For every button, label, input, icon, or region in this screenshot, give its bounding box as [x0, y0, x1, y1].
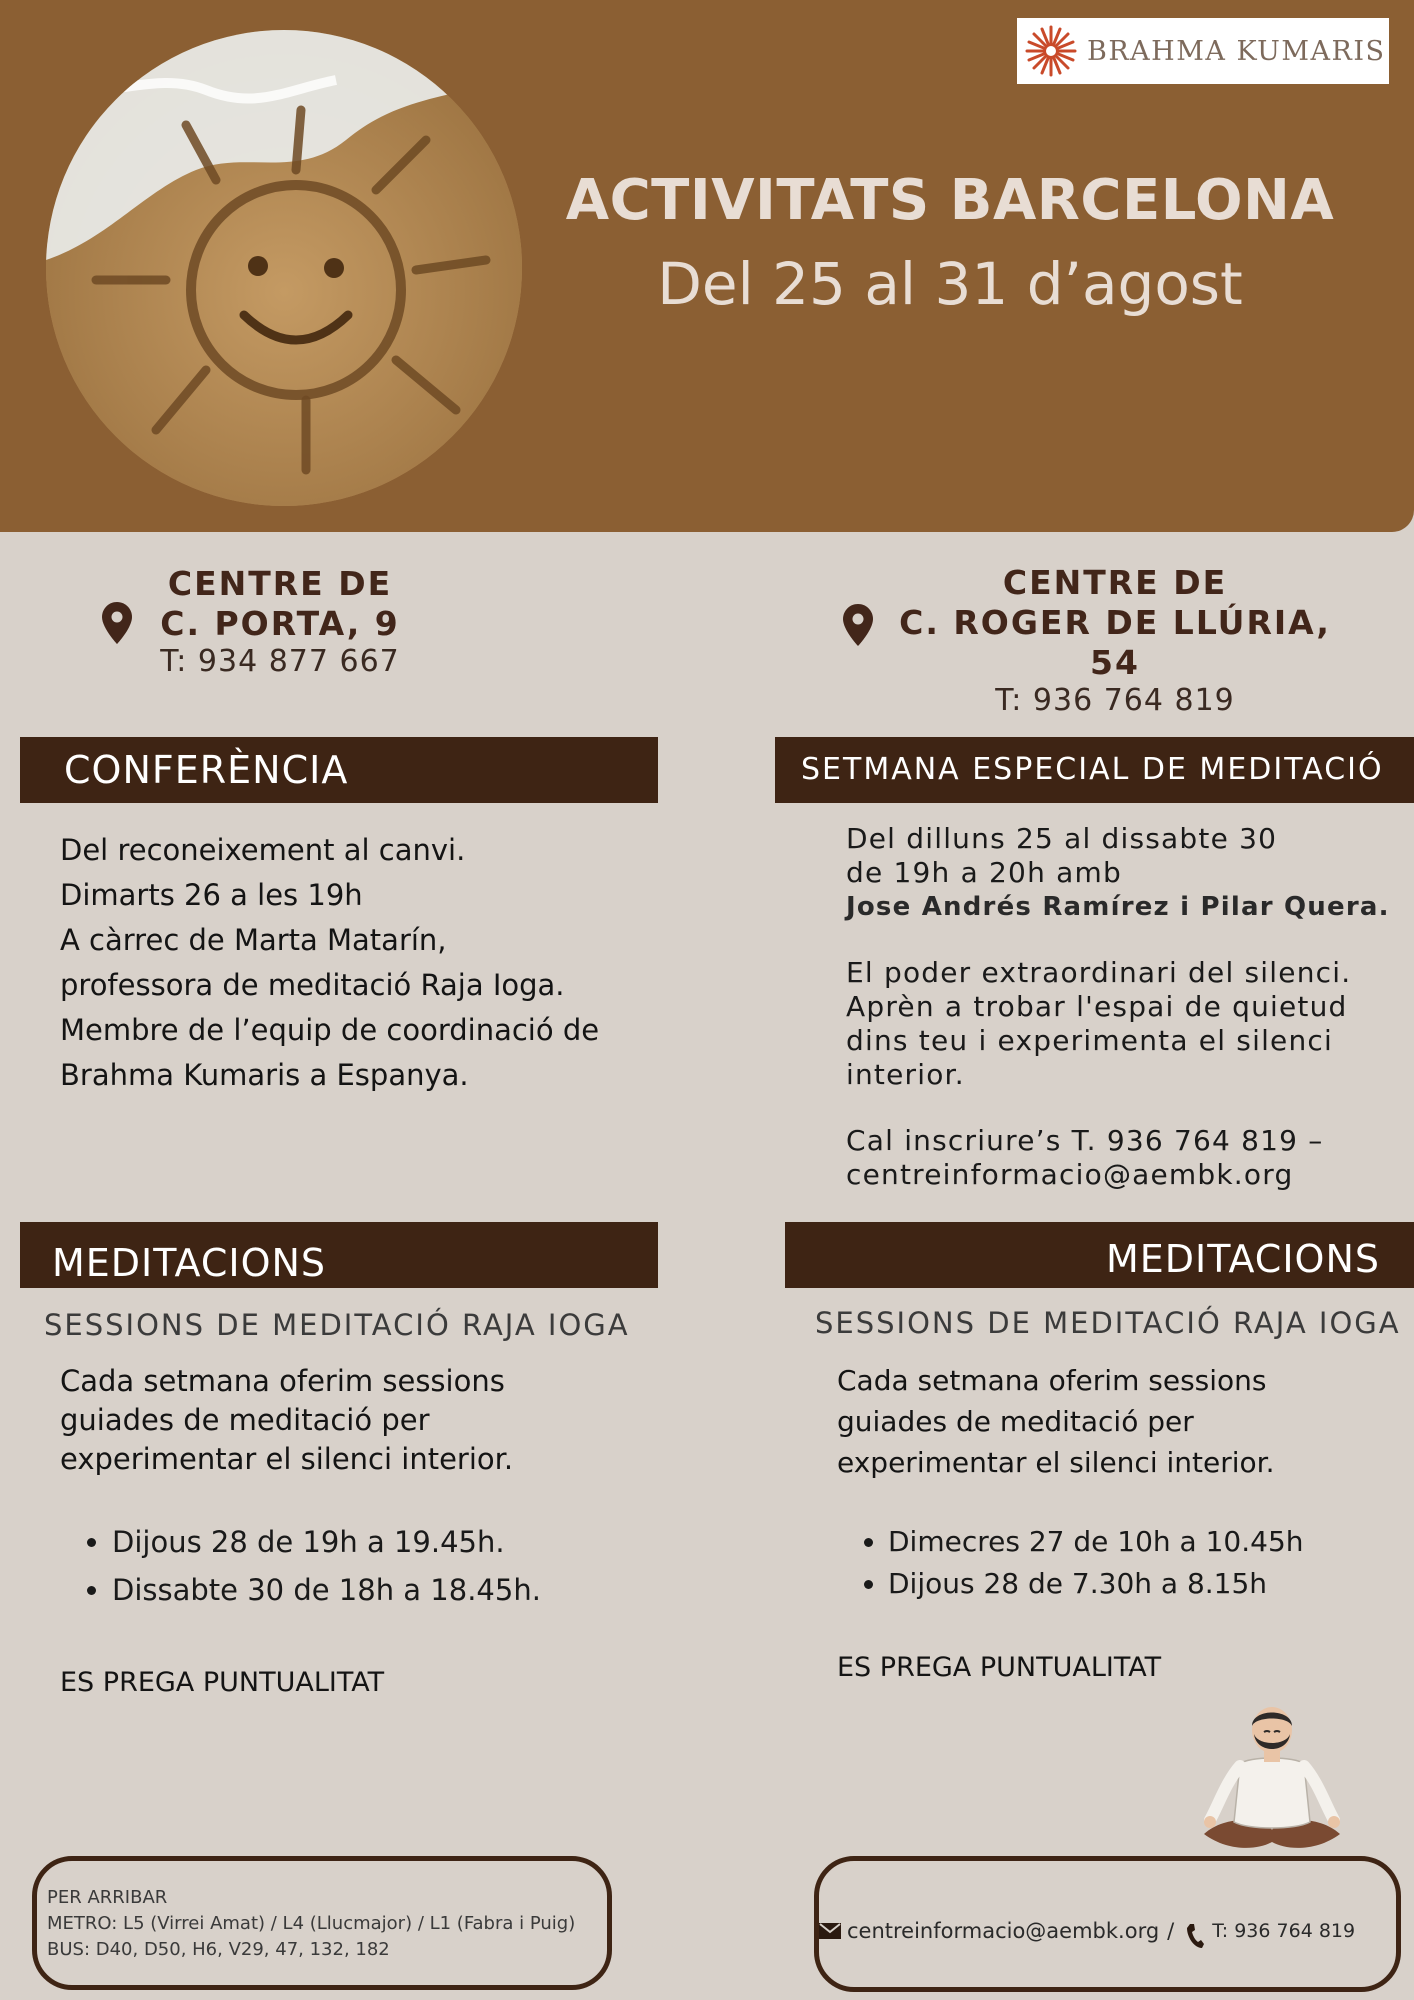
contact-row: [819, 1913, 1355, 1949]
meditations-header-bar-left: [20, 1222, 658, 1288]
contact-phone[interactable]: T: 936 764 819: [1212, 1920, 1356, 1942]
conference-line: professora de meditació Raja Ioga.: [60, 968, 565, 1002]
special-week-header-bar: [775, 737, 1414, 803]
brand-name: BRAHMA KUMARIS: [1087, 35, 1386, 67]
session-item: • Dijous 28 de 7.30h a 8.15h: [888, 1563, 1414, 1605]
meditations-heading: MEDITACIONS: [52, 1241, 327, 1285]
conference-details: [60, 828, 660, 1098]
special-week-description: El poder extraordinari del silenci.: [846, 956, 1352, 989]
phone-icon: [1186, 1923, 1204, 1949]
special-week-hours: de 19h a 20h amb: [846, 856, 1122, 889]
directions-label: PER ARRIBAR: [47, 1887, 168, 1908]
contact-email[interactable]: centreinformacio@aembk.org: [847, 1919, 1160, 1943]
special-week-dates: Del dilluns 25 al dissabte 30: [846, 822, 1278, 855]
centre-address: C. ROGER DE LLÚRIA, 54: [899, 603, 1331, 682]
meditating-man-illustration: [1196, 1702, 1348, 1858]
special-week-heading: SETMANA ESPECIAL DE MEDITACIÓ: [801, 752, 1384, 787]
map-pin-icon: [843, 604, 873, 646]
session-item: • Dimecres 27 de 10h a 10.45h: [888, 1521, 1414, 1563]
meditations-header-bar-right: [785, 1222, 1414, 1288]
centre-phone: T: 936 764 819: [995, 683, 1235, 718]
session-list: [60, 1518, 712, 1614]
meditations-heading: MEDITACIONS: [1105, 1237, 1380, 1281]
meditations-subheading: SESSIONS DE MEDITACIÓ RAJA IOGA: [44, 1308, 630, 1342]
special-week-details: [846, 822, 1406, 1192]
page-subtitle: Del 25 al 31 d’agost: [657, 250, 1243, 318]
mail-icon: [819, 1923, 841, 1939]
centre-label: CENTRE DE: [167, 564, 393, 603]
conference-line: Dimarts 26 a les 19h: [60, 878, 363, 912]
punctuality-note: ES PREGA PUNTUALITAT: [837, 1652, 1162, 1683]
special-week-leaders: Jose Andrés Ramírez i Pilar Quera.: [846, 892, 1390, 922]
centre-porta: [160, 564, 400, 679]
intro-line: experimentar el silenci interior.: [837, 1446, 1275, 1479]
intro-line: Cada setmana oferim sessions: [60, 1364, 505, 1398]
contact-box: [814, 1856, 1401, 1992]
directions-box: [32, 1856, 612, 1990]
conference-line: A càrrec de Marta Matarín,: [60, 923, 447, 957]
conference-header-bar: [20, 737, 658, 803]
session-item: • Dijous 28 de 19h a 19.45h.: [112, 1518, 712, 1566]
sand-smiley-photo: [46, 30, 522, 506]
bus-lines: BUS: D40, D50, H6, V29, 47, 132, 182: [47, 1939, 390, 1960]
meditations-intro: [837, 1360, 1397, 1483]
map-pin-icon: [102, 602, 132, 644]
registration-email: centreinformacio@aembk.org: [846, 1158, 1294, 1191]
page-title: ACTIVITATS BARCELONA: [565, 168, 1335, 233]
session-list: [836, 1521, 1414, 1605]
conference-line: Membre de l’equip de coordinació de: [60, 1013, 600, 1047]
meditations-subheading: SESSIONS DE MEDITACIÓ RAJA IOGA: [815, 1306, 1401, 1340]
sunburst-logo-icon: [1023, 23, 1079, 79]
brand-logo: [1017, 18, 1389, 84]
directions-text: [47, 1885, 607, 1963]
session-item: • Dissabte 30 de 18h a 18.45h.: [112, 1566, 712, 1614]
metro-lines: METRO: L5 (Virrei Amat) / L4 (Llucmajor) / L1 (Fabra i Puig): [47, 1913, 576, 1934]
intro-line: guiades de meditació per: [60, 1403, 430, 1437]
centre-address: C. PORTA, 9: [160, 604, 400, 643]
intro-line: Cada setmana oferim sessions: [837, 1364, 1267, 1397]
special-week-description: dins teu i experimenta el silenci: [846, 1024, 1333, 1057]
conference-line: Del reconeixement al canvi.: [60, 833, 466, 867]
conference-line: Brahma Kumaris a Espanya.: [60, 1058, 469, 1092]
centre-phone: T: 934 877 667: [160, 644, 400, 679]
registration-phone: Cal inscriure’s T. 936 764 819 –: [846, 1124, 1324, 1157]
conference-heading: CONFERÈNCIA: [64, 748, 349, 792]
punctuality-note: ES PREGA PUNTUALITAT: [60, 1667, 385, 1698]
intro-line: experimentar el silenci interior.: [60, 1442, 514, 1476]
special-week-description: Aprèn a trobar l'espai de quietud: [846, 990, 1348, 1023]
intro-line: guiades de meditació per: [837, 1405, 1194, 1438]
special-week-description: interior.: [846, 1058, 965, 1091]
contact-separator: /: [1167, 1919, 1175, 1943]
centre-roger-de-lluria: [885, 563, 1345, 718]
centre-label: CENTRE DE: [1002, 563, 1228, 602]
meditations-intro: [60, 1362, 660, 1479]
